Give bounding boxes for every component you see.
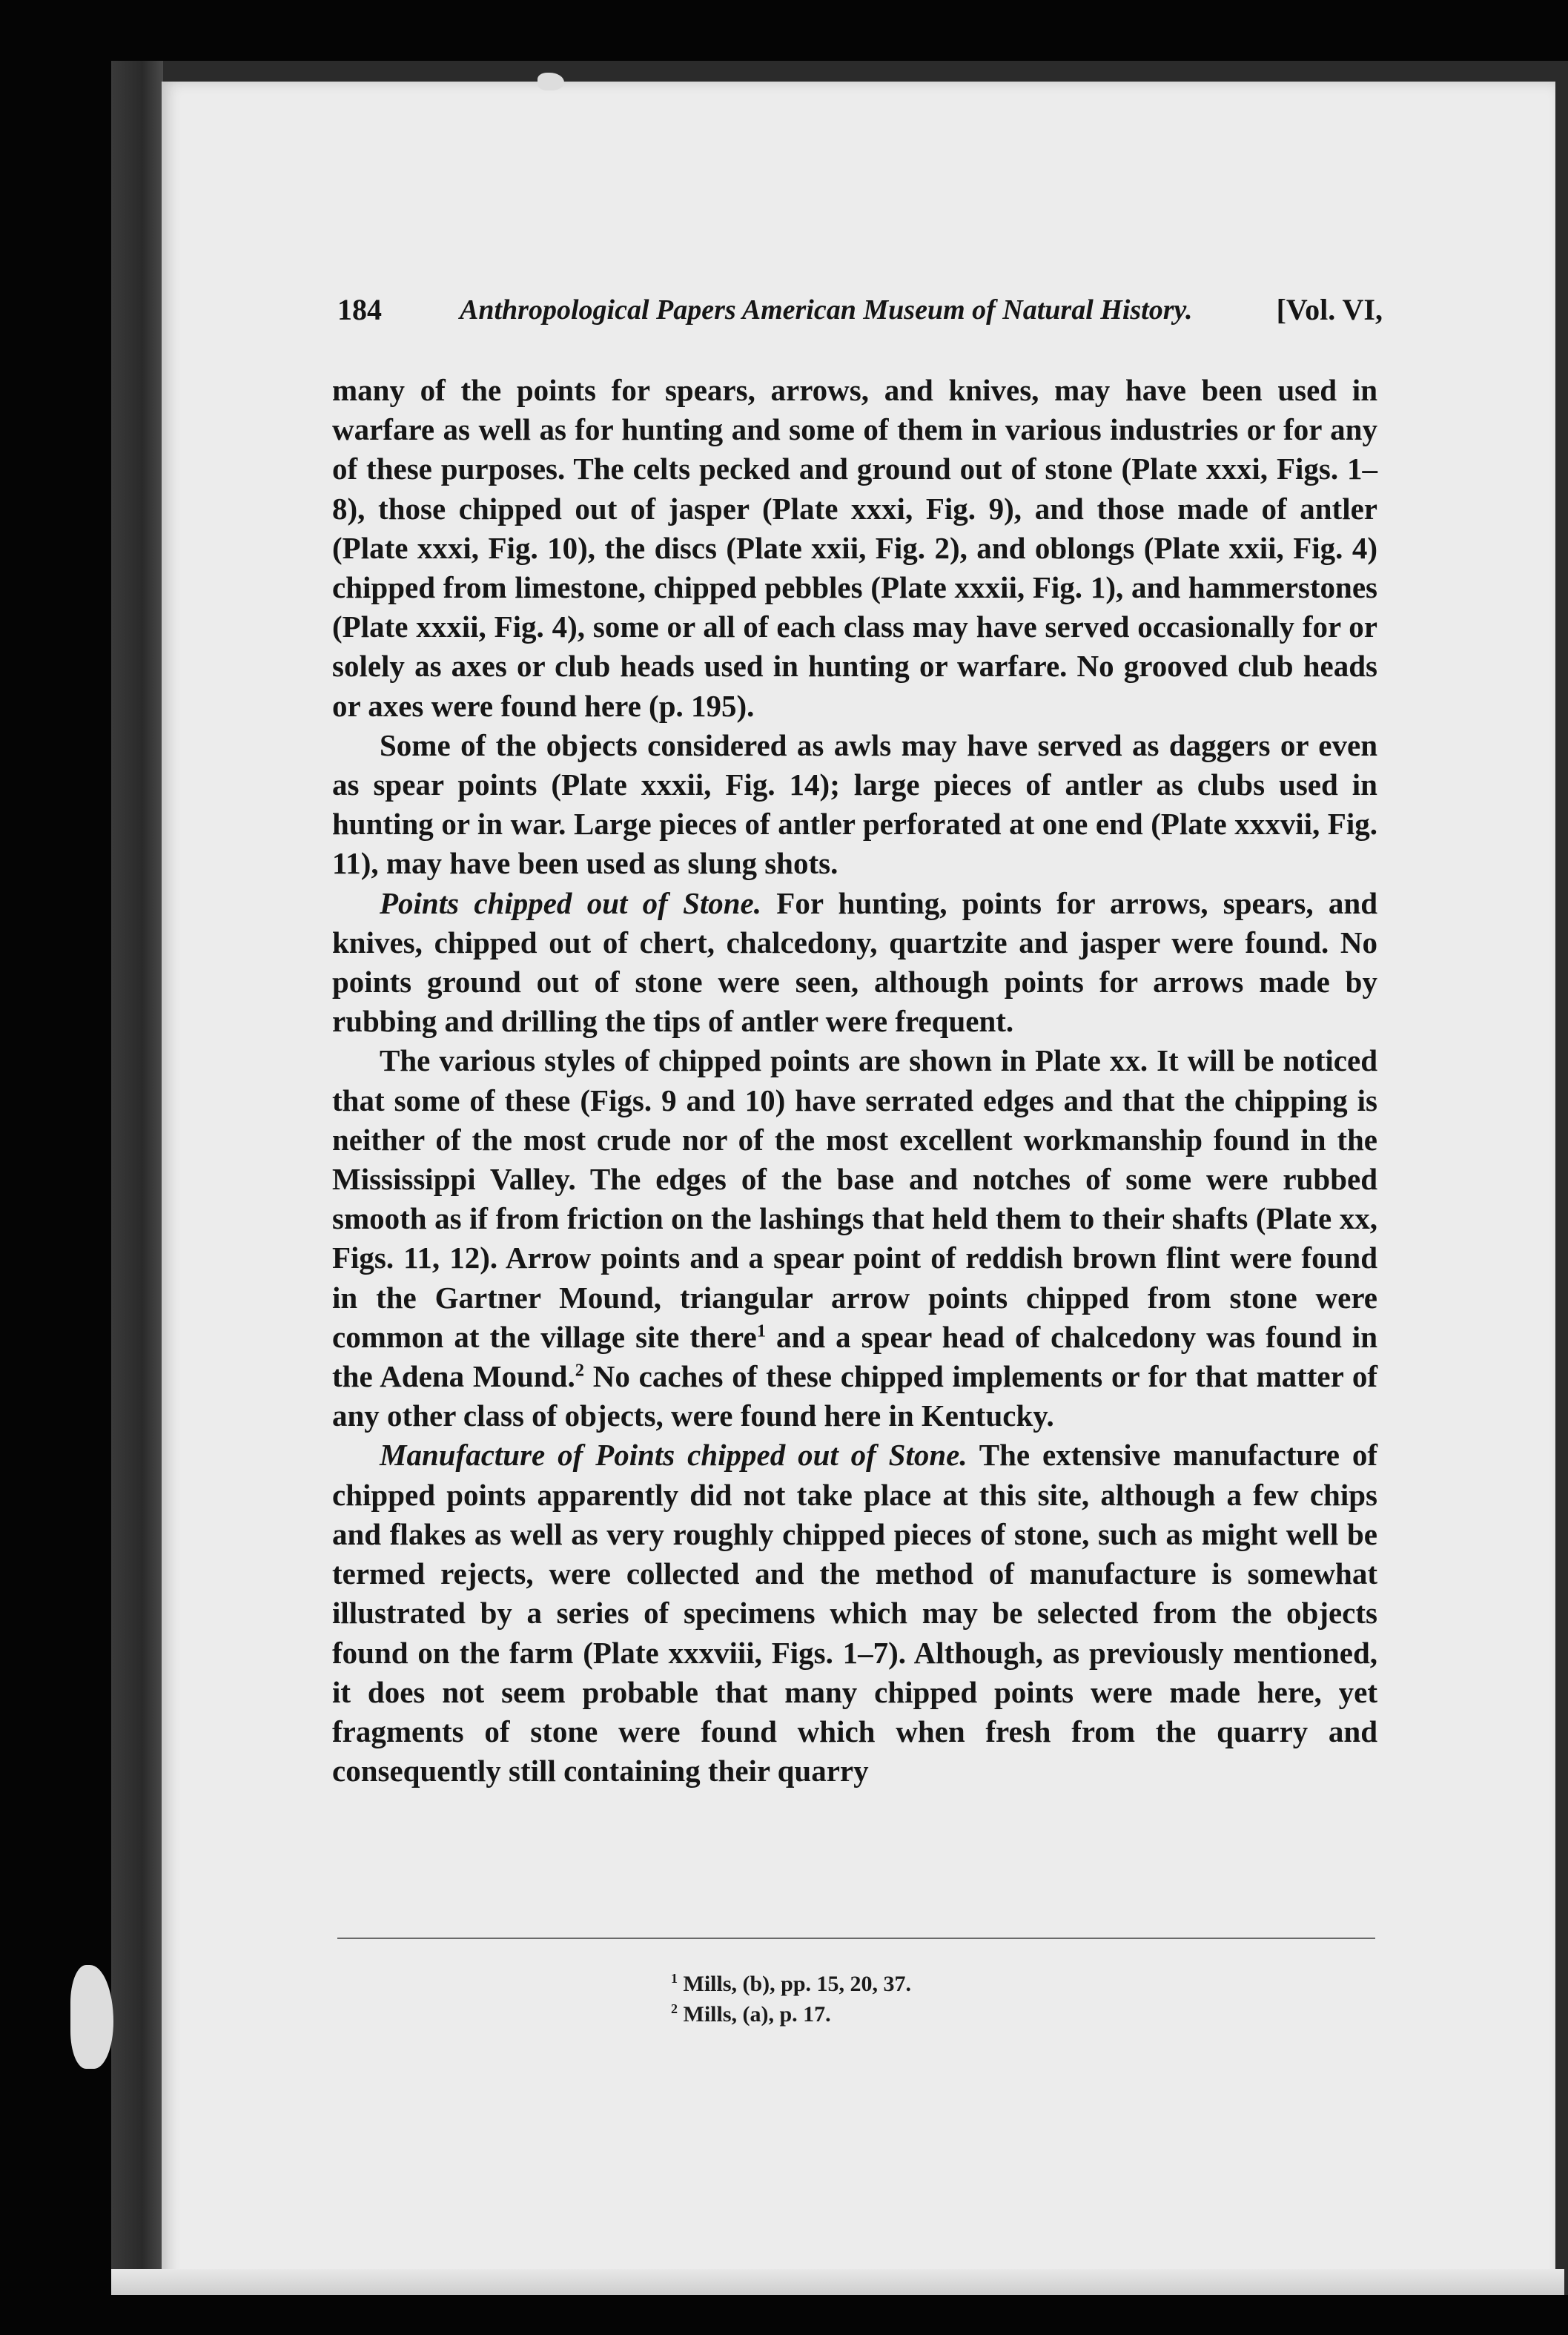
footnote [671,1969,1190,1999]
book-spine-edge [111,61,163,2300]
paragraph-text: For hunting, points for arrows, spears, and knives, chipped out of chert, chalcedony, quartzite and jasper were found. No points ground out of stone were seen, although points for arrows made by rubbing and drilling the tips of antler were frequent. [332,885,1377,1039]
paper-fragment-left [70,1965,113,2069]
footnote-ref: 2 [575,1360,584,1381]
paragraph [332,371,1377,726]
footnote-mark: 2 [671,2001,678,2016]
paragraph [332,726,1377,884]
section-heading: Manufacture of Points chipped out of Stone. [380,1438,967,1473]
publication-title: Anthropological Papers American Museum of Natural History. [460,294,1193,326]
footnote [671,1999,1190,2029]
paper-fragment-top [537,73,564,90]
paragraph-text: The extensive manufacture of chipped points apparently did not take place at this site, although a few chips and flakes as well as very roughly chipped pieces of stone, such as might well be termed rejects, were collected and the method of manufacture is somewhat illustrated by a series of specimens which may be selected from the objects found on the farm (Plate xxxviii, Figs. 1–7). Although, as previously mentioned, it does not seem probable that many chipped points were made here, yet fragments of stone were found which when fresh from the quarry and consequently still containing their quarry [332,1438,1377,1789]
paragraph-text: The various styles of chipped points are shown in Plate xx. It will be noticed that some of these (Figs. 9 and 10) have serrated edges and that the chipping is neither of the most crude nor of the most excellent workmanship found in the Mississippi Valley. The edges of the base and notches of some were rubbed smooth as if from friction on the lashings that held them to their shafts (Plate xx, Figs. 11, 12). Arrow points and a spear point of reddish brown flint were found in the Gartner Mound, triangular arrow points chipped from stone were common at the village site there [332,1043,1377,1354]
page-bottom-edge [111,2269,1564,2299]
body-text [332,371,1377,1791]
volume-label: [Vol. VI, [1276,293,1383,326]
footnote-text: Mills, (b), pp. 15, 20, 37. [678,1972,912,1996]
footnote-text: Mills, (a), p. 17. [678,2002,831,2027]
page-number: 184 [337,293,382,326]
paragraph-text: Some of the objects considered as awls may have served as daggers or even as spear points (Plate xxxii, Fig. 14); large pieces of antler as clubs used in hunting or in war. Large pieces of antler perforated at one end (Plate xxxvii, Fig. 11), may have been used as slung shots. [332,727,1377,881]
footnote-mark: 1 [671,1971,678,1986]
paragraph [332,1041,1377,1436]
paragraph-text: many of the points for spears, arrows, and knives, may have been used in warfare as well as for hunting and some of them in various industries or for any of these purposes. The celts pecked and ground out of stone (Plate xxxi, Figs. 1–8), those chipped out of jasper (Plate xxxi, Fig. 9), and those made of antler (Plate xxxi, Fig. 10), the discs (Plate xxii, Fig. 2), and oblongs (Plate xxii, Fig. 4) chipped from limestone, chipped pebbles (Plate xxxii, Fig. 1), and hammerstones (Plate xxxii, Fig. 4), some or all of each class may have served occasionally for or solely as axes or club heads used in hunting or warfare. No grooved club heads or axes were found here (p. 195). [332,373,1377,723]
footnote-rule [337,1938,1375,1939]
paragraph-text: No caches of these chipped implements or for that matter of any other class of objects, were found here in Kentucky. [332,1359,1377,1433]
running-head [337,288,1383,332]
scan-bottom-border [111,2295,1568,2335]
paragraph-text: and a spear head of chalcedony was found in the Adena Mound. [332,1319,1377,1394]
paragraph [332,884,1377,1042]
paragraph [332,1436,1377,1791]
footnote-ref: 1 [756,1321,766,1341]
section-heading: Points chipped out of Stone. [380,885,762,920]
footnotes [671,1969,1190,2029]
